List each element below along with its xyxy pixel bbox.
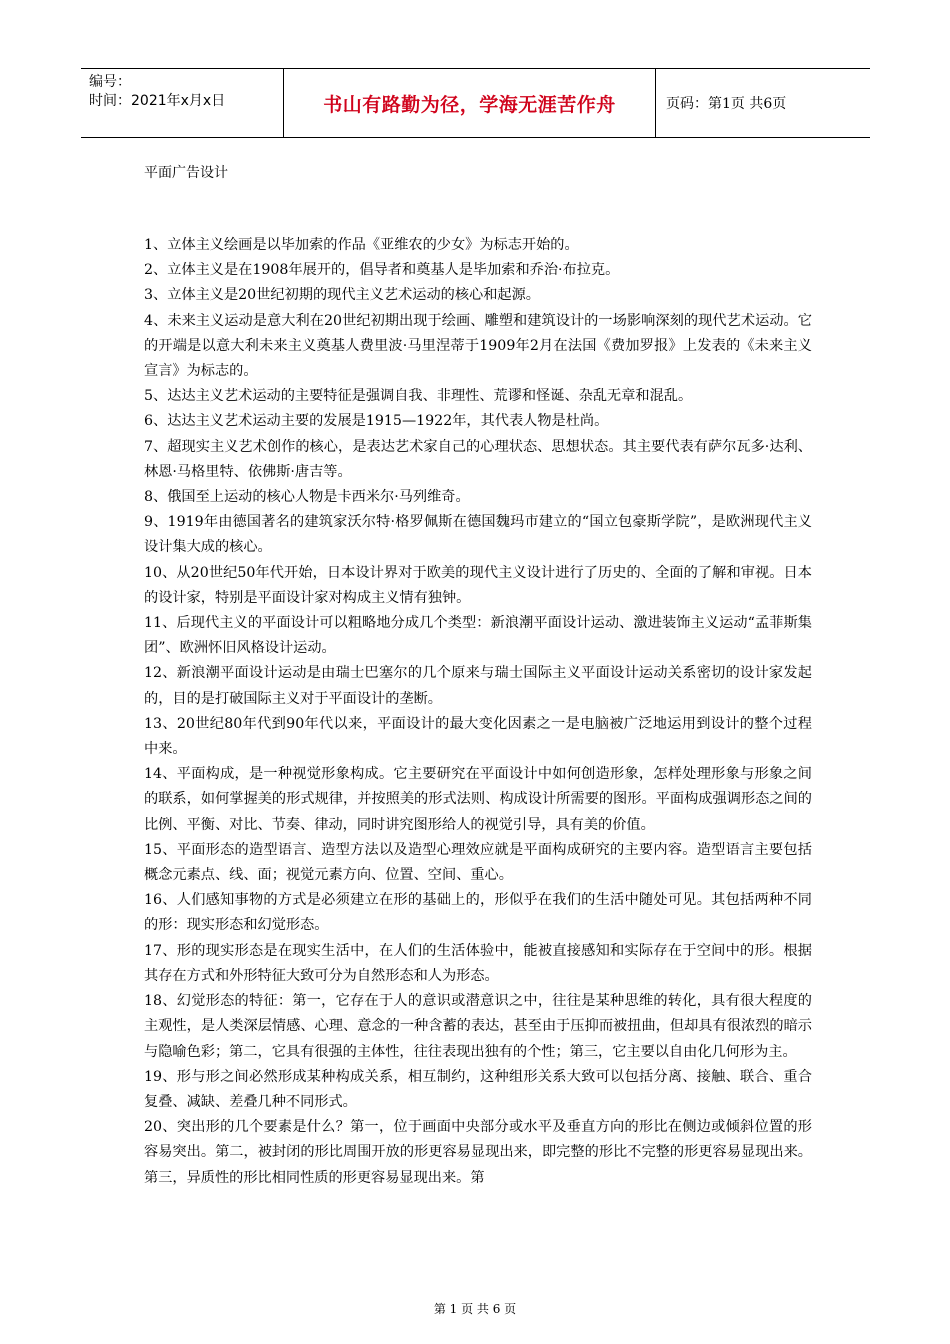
paragraph: 2、立体主义是在1908年展开的，倡导者和奠基人是毕加索和乔治·布拉克。	[144, 262, 620, 279]
paragraph: 20、突出形的几个要素是什么？第一，位于画面中央部分或水平及垂直方向的形比在侧边或倾斜位置的形容易突出。第二，被封闭的形比周围开放的形更容易显现出来，即完整的形比不完整的形更容易显现出来。第三，异质性的形比相同性质的形更容易显现出来。第	[144, 1119, 812, 1186]
page-footer: 第 1 页 共 6 页	[433, 1302, 517, 1316]
paragraph: 11、后现代主义的平面设计可以粗略地分成几个类型：新浪潮平面设计运动、激进装饰主义运动“孟菲斯集团”、欧洲怀旧风格设计运动。	[144, 615, 812, 657]
paragraph: 17、形的现实形态是在现实生活中，在人们的生活体验中，能被直接感知和实际存在于空间中的形。根据其存在方式和外形特征大致可分为自然形态和人为形态。	[144, 942, 812, 984]
header-page-info: 页码：第1页 共6页	[666, 96, 787, 112]
header-meta	[81, 69, 283, 137]
paragraph: 19、形与形之间必然形成某种构成关系，相互制约，这种组形关系大致可以包括分离、接触、联合、重合复叠、减缺、差叠几种不同形式。	[144, 1068, 812, 1110]
paragraph: 13、20世纪80年代到90年代以来，平面设计的最大变化因素之一是电脑被广泛地运用到设计的整个过程中来。	[144, 715, 812, 758]
paragraph: 16、人们感知事物的方式是必须建立在形的基础上的，形似乎在我们的生活中随处可见。其包括两种不同的形：现实形态和幻觉形态。	[144, 892, 812, 934]
document-title: 平面广告设计	[144, 165, 228, 181]
document-date: 时间：2021年x月x日	[89, 93, 226, 109]
paragraph: 5、达达主义艺术运动的主要特征是强调自我、非理性、荒谬和怪诞、杂乱无章和混乱。	[144, 388, 693, 405]
paragraph: 8、俄国至上运动的核心人物是卡西米尔·马列维奇。	[144, 489, 470, 506]
page-header	[81, 68, 870, 138]
document-body	[144, 233, 812, 1191]
paragraph: 7、超现实主义艺术创作的核心，是表达艺术家自己的心理状态、思想状态。其主要代表有萨尔瓦多·达利、林恩·马格里特、依佛斯·唐吉等。	[144, 438, 812, 480]
paragraph: 9、1919年由德国著名的建筑家沃尔特·格罗佩斯在德国魏玛市建立的“国立包豪斯学院”，是欧洲现代主义设计集大成的核心。	[144, 514, 812, 556]
paragraph: 1、立体主义绘画是以毕加索的作品《亚维农的少女》为标志开始的。	[144, 237, 579, 253]
paragraph: 6、达达主义艺术运动主要的发展是1915—1922年，其代表人物是杜尚。	[144, 413, 609, 430]
paragraph: 4、未来主义运动是意大利在20世纪初期出现于绘画、雕塑和建筑设计的一场影响深刻的现代艺术运动。它的开端是以意大利未来主义奠基人费里波·马里涅蒂于1909年2月在法国《费加罗报》上发表的《未来主义宣言》为标志的。	[144, 312, 812, 380]
paragraph: 12、新浪潮平面设计运动是由瑞士巴塞尔的几个原来与瑞士国际主义平面设计运动关系密切的设计家发起的，目的是打破国际主义对于平面设计的垄断。	[144, 665, 812, 707]
paragraph: 14、平面构成，是一种视觉形象构成。它主要研究在平面设计中如何创造形象，怎样处理形象与形象之间的联系，如何掌握美的形式规律，并按照美的形式法则、构成设计所需要的图形。平面构成强调形态之间的比例、平衡、对比、节奏、律动，同时讲究图形给人的视觉引导，具有美的价值。	[144, 766, 812, 833]
paragraph: 15、平面形态的造型语言、造型方法以及造型心理效应就是平面构成研究的主要内容。造型语言主要包括概念元素点、线、面；视觉元素方向、位置、空间、重心。	[144, 841, 812, 884]
document-number-label: 编号：	[89, 74, 131, 90]
paragraph: 10、从20世纪50年代开始，日本设计界对于欧美的现代主义设计进行了历史的、全面的了解和审视。日本的设计家，特别是平面设计家对构成主义情有独钟。	[144, 564, 812, 606]
paragraph: 3、立体主义是20世纪初期的现代主义艺术运动的核心和起源。	[144, 287, 540, 304]
paragraph: 18、幻觉形态的特征：第一，它存在于人的意识或潜意识之中，往往是某种思维的转化，具有很大程度的主观性，是人类深层情感、心理、意念的一种含蓄的表达，甚至由于压抑而被扭曲，但却具有很浓烈的暗示与隐喻色彩；第二，它具有很强的主体性，往往表现出独有的个性；第三，它主要以自由化几何形为主。	[144, 993, 812, 1060]
header-motto: 书山有路勤为径，学海无涯苦作舟	[283, 69, 656, 137]
